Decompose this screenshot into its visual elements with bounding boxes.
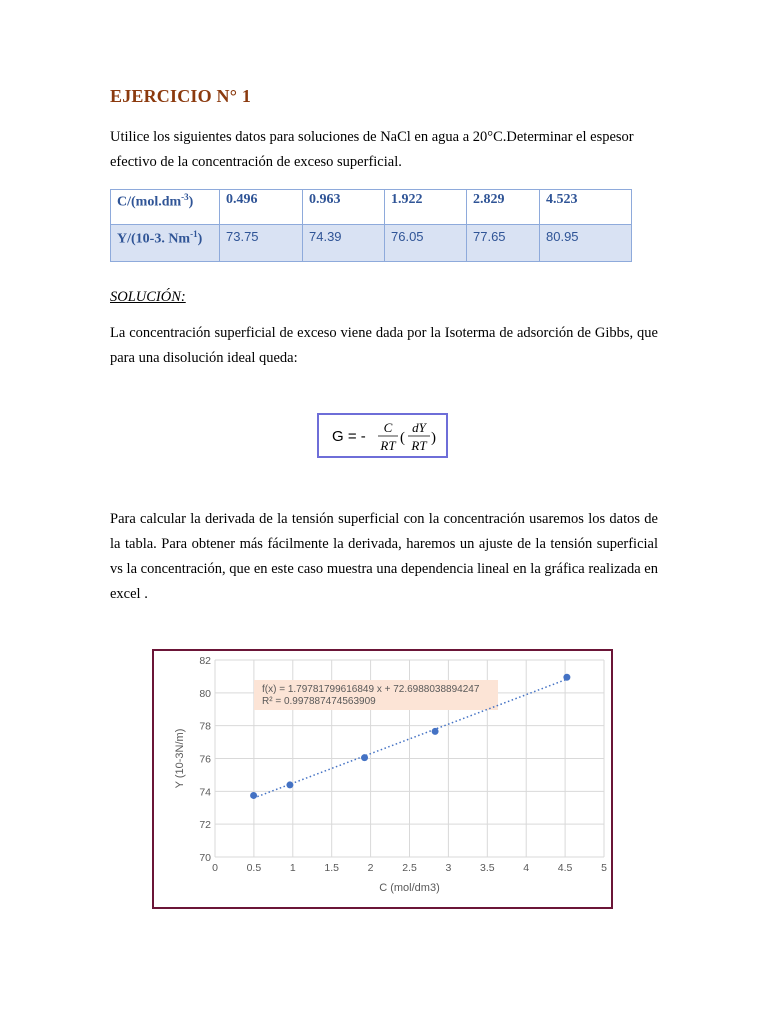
x-tick-label: 3: [445, 862, 452, 874]
y-tick-label: 78: [199, 720, 211, 733]
y-axis-label: Y (10-3N/m): [174, 728, 186, 789]
scatter-chart: [154, 651, 611, 907]
x-tick-label: 2.5: [402, 862, 417, 874]
y-tick-label: 74: [199, 786, 211, 799]
table-cell: 80.95: [540, 225, 632, 262]
x-tick-label: 1.5: [324, 862, 340, 874]
tension-label: Y/(10-3. Nm: [117, 231, 191, 247]
formula-close-paren: ): [431, 430, 436, 446]
intro-paragraph: Utilice los siguientes datos para soluciones de NaCl en agua a 20°C.Determinar el espesor efectivo de la concentración de exceso superficial.: [110, 129, 634, 170]
formula-frac1-den: RT: [380, 438, 396, 453]
table-cell: 0.963: [303, 190, 385, 225]
table-row-tension: [111, 225, 632, 262]
data-table: [110, 189, 632, 262]
data-point: [250, 792, 257, 799]
table-cell: 2.829: [467, 190, 540, 225]
y-tick-label: 76: [199, 753, 211, 766]
solution-heading: SOLUCIÓN:: [110, 289, 186, 305]
x-tick-label: 2: [367, 862, 374, 874]
x-tick-label: 0.5: [246, 862, 262, 874]
exercise-title: EJERCICIO N° 1: [110, 86, 252, 106]
y-tick-label: 80: [199, 687, 211, 700]
trendline-r-squared: R² = 0.997887474563909: [262, 696, 376, 707]
x-axis-label: C (mol/dm3): [379, 882, 440, 894]
concentration-label-exponent: -3: [181, 192, 189, 202]
y-tick-label: 70: [199, 852, 211, 864]
formula-open-paren: (: [400, 430, 405, 446]
gibbs-paragraph: La concentración superficial de exceso viene dada por la Isoterma de adsorción de Gibbs, que para una disolución ideal queda:: [110, 325, 658, 366]
x-tick-label: 0: [212, 862, 218, 874]
concentration-label: C/(mol.dm: [117, 194, 182, 210]
formula-lhs: G = -: [332, 428, 366, 445]
x-tick-label: 1: [289, 862, 296, 874]
table-cell: 74.39: [303, 225, 385, 262]
trendline-equation: f(x) = 1.79781799616849 x + 72.6988038894247: [262, 684, 480, 695]
x-tick-label: 3.5: [479, 862, 495, 874]
table-cell: 0.496: [220, 190, 303, 225]
chart-frame: [152, 649, 613, 909]
x-tick-label: 4.5: [557, 862, 573, 874]
concentration-label-cell: [111, 190, 220, 225]
data-point: [286, 781, 293, 788]
table-row-concentration: [111, 190, 632, 225]
data-point: [563, 674, 570, 681]
tension-label-cell: [111, 225, 220, 262]
table-cell: 4.523: [540, 190, 632, 225]
tension-label-exponent: -1: [190, 229, 198, 239]
tension-label-end: ): [197, 231, 203, 247]
concentration-label-end: ): [188, 194, 194, 210]
y-tick-label: 72: [199, 819, 211, 832]
data-point: [432, 728, 439, 735]
table-cell: 73.75: [220, 225, 303, 262]
derivative-paragraph: Para calcular la derivada de la tensión superficial con la concentración usaremos los datos de la tabla. Para obtener más fácilmente la derivada, haremos un ajuste de la tensión superficial vs la concentración, que en este caso muestra una dependencia lineal en la gráfica realizada en excel .: [110, 511, 658, 602]
y-tick-label: 82: [199, 655, 211, 667]
data-point: [361, 754, 368, 761]
table-cell: 76.05: [385, 225, 467, 262]
x-tick-label: 5: [601, 862, 607, 874]
table-cell: 77.65: [467, 225, 540, 262]
formula-frac1-num: C: [383, 420, 393, 435]
gibbs-formula: [317, 413, 448, 458]
formula-frac2-den: RT: [411, 438, 427, 453]
table-cell: 1.922: [385, 190, 467, 225]
formula-frac2-num: dY: [412, 420, 426, 435]
x-tick-label: 4: [523, 862, 530, 874]
